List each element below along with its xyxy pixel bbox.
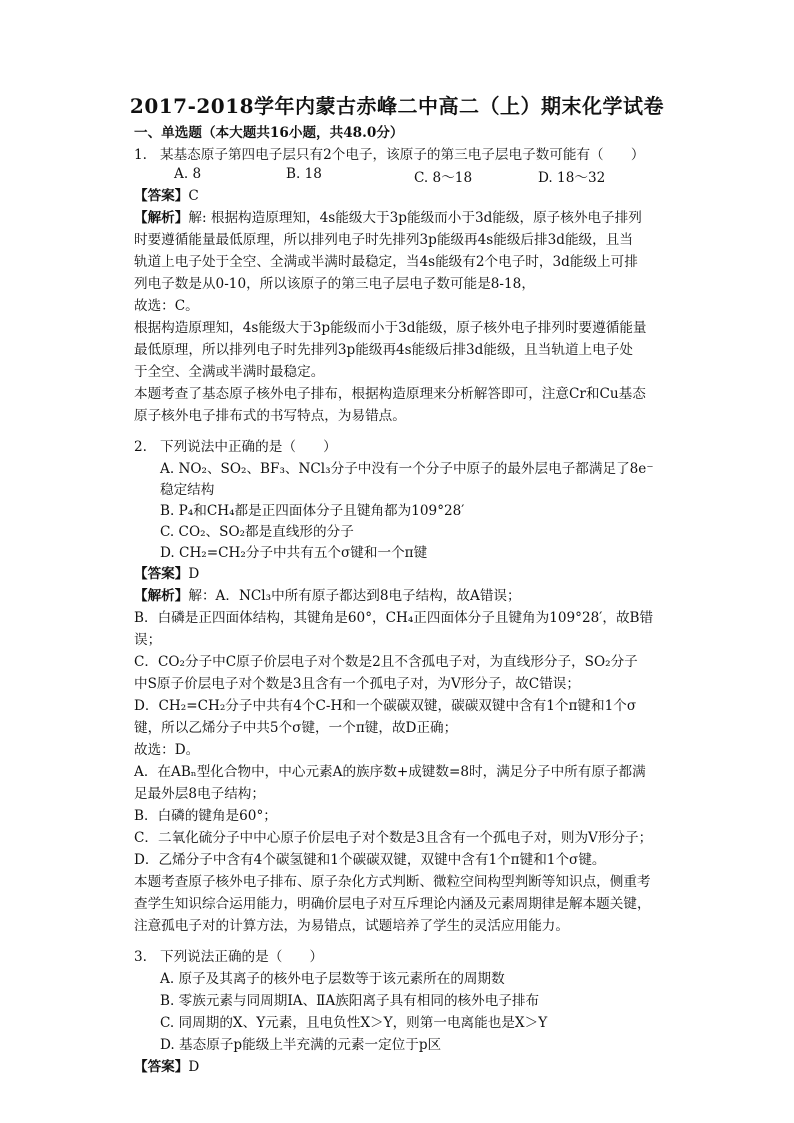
question-1-answer — [134, 186, 199, 206]
question-1-analysis-line: 最低原理，所以排列电子时先排列3p能级再4s能级后排3d能级，且当轨道上电子处 — [134, 342, 633, 358]
option-d: D. 基态原子p能级上半充满的元素一定位于p区 — [160, 1037, 442, 1053]
question-number: 2. — [134, 439, 147, 455]
option-a: A. 8 — [174, 166, 202, 182]
option-c: C. 8～18 — [414, 170, 473, 186]
question-2-analysis-line: B．白磷是正四面体结构，其键角是60°，CH₄正四面体分子且键角为109°28′，故B错 — [134, 610, 654, 626]
question-2-analysis-line: A．在ABₙ型化合物中，中心元素A的族序数+成键数=8时，满足分子中所有原子都满 — [134, 764, 646, 780]
question-1-analysis-line: 根据构造原理知，4s能级大于3p能级而小于3d能级，原子核外电子排列时要遵循能量 — [134, 320, 647, 336]
question-1-options — [160, 166, 680, 186]
analysis-tag: 【解析】 — [134, 210, 189, 226]
option-a-continued: 稳定结构 — [160, 482, 215, 498]
question-2-analysis-line: 足最外层8电子结构； — [134, 786, 265, 802]
option-d: D. CH₂=CH₂分子中共有五个σ键和一个π键 — [160, 545, 428, 561]
question-3-answer — [134, 1057, 199, 1077]
answer-value: D — [188, 566, 200, 582]
section-heading: 一、单选题（本大题共16小题，共48.0分） — [134, 125, 404, 141]
option-d: D. 18～32 — [538, 170, 606, 186]
option-b: B. 零族元素与同周期ⅠA、ⅡA族阳离子具有相同的核外电子排布 — [160, 993, 540, 1009]
question-1-analysis-line: 原子核外电子排布式的书写特点，为易错点。 — [134, 408, 406, 424]
question-2-analysis-line: 查学生知识综合运用能力，明确价层电子对互斥理论内涵及元素周期律是解本题关键， — [134, 896, 651, 912]
option-b: B. P₄和CH₄都是正四面体分子且键角都为109°28′ — [160, 503, 465, 519]
analysis-tag: 【解析】 — [134, 588, 189, 604]
option-b: B. 18 — [286, 166, 322, 182]
question-2-analysis-line: 本题考查原子核外电子排布、原子杂化方式判断、微粒空间构型判断等知识点，侧重考 — [134, 874, 651, 890]
question-2-stem — [134, 437, 337, 457]
question-2-analysis-line: C．二氧化硫分子中中心原子价层电子对个数是3且含有一个孤电子对，则为V形分子； — [134, 830, 653, 846]
option-a: A. 原子及其离子的核外电子层数等于该元素所在的周期数 — [160, 971, 505, 987]
question-2-analysis-line: 误； — [134, 632, 162, 648]
question-2-analysis-line — [134, 586, 521, 606]
answer-value: C — [188, 188, 199, 204]
question-number: 1. — [134, 147, 147, 163]
answer-value: D — [188, 1059, 200, 1075]
answer-tag: 【答案】 — [134, 566, 189, 582]
question-2-analysis-line: 中S原子价层电子对个数是3且含有一个孤电子对，为V形分子，故C错误； — [134, 676, 580, 692]
question-number: 3. — [134, 949, 147, 965]
question-2-answer — [134, 564, 199, 584]
question-1-analysis-line: 轨道上电子处于全空、全满或半满时最稳定，当4s能级有2个电子时，3d能级上可排 — [134, 254, 638, 270]
option-c: C. CO₂、SO₂都是直线形的分子 — [160, 524, 354, 540]
question-1-analysis-line: 时要遵循能量最低原理，所以排列电子时先排列3p能级再4s能级后排3d能级，且当 — [134, 232, 633, 248]
question-text: 下列说法中正确的是（ ） — [160, 439, 337, 455]
option-c: C. 同周期的X、Y元素，且电负性X＞Y，则第一电离能也是X＞Y — [160, 1015, 548, 1031]
question-2-analysis-line: D．乙烯分子中含有4个碳氢键和1个碳碳双键，双键中含有1个π键和1个σ键。 — [134, 852, 606, 868]
answer-tag: 【答案】 — [134, 188, 189, 204]
question-2-analysis-line: 故选：D。 — [134, 742, 200, 758]
question-2-analysis-line: B．白磷的键角是60°； — [134, 808, 277, 824]
question-text: 某基态原子第四电子层只有2个电子，该原子的第三电子层电子数可能有（ ） — [160, 147, 645, 163]
analysis-text: 解: 根据构造原理知，4s能级大于3p能级而小于3d能级，原子核外电子排列 — [188, 210, 642, 226]
question-1-analysis-line: 列电子数是从0-10，所以该原子的第三电子层电子数可能是8-18， — [134, 276, 535, 292]
question-1-analysis-line: 本题考查了基态原子核外电子排布，根据构造原理来分析解答即可，注意Cr和Cu基态 — [134, 386, 646, 402]
question-text: 下列说法正确的是（ ） — [160, 949, 324, 965]
question-1-stem — [134, 145, 644, 165]
exam-title: 2017-2018学年内蒙古赤峰二中高二（上）期末化学试卷 — [129, 94, 665, 118]
question-2-analysis-line: C．CO₂分子中C原子价层电子对个数是2且不含孤电子对，为直线形分子，SO₂分子 — [134, 654, 638, 670]
question-1-analysis-line — [134, 208, 642, 228]
answer-tag: 【答案】 — [134, 1059, 189, 1075]
question-1-analysis-line: 故选：C。 — [134, 298, 199, 314]
question-2-analysis-line: 注意孤电子对的计算方法，为易错点，试题培养了学生的灵活应用能力。 — [134, 918, 569, 934]
option-a: A. NO₂、SO₂、BF₃、NCl₃分子中没有一个分子中原子的最外层电子都满足了8e⁻ — [160, 461, 654, 477]
question-2-analysis-line: D．CH₂=CH₂分子中共有4个C-H和一个碳碳双键，碳碳双键中含有1个π键和1个σ — [134, 698, 637, 714]
analysis-text: 解：A．NCl₃中所有原子都达到8电子结构，故A错误； — [188, 588, 521, 604]
question-3-stem — [134, 947, 323, 967]
question-1-analysis-line: 于全空、全满或半满时最稳定。 — [134, 364, 325, 380]
question-2-analysis-line: 键，所以乙烯分子中共5个σ键，一个π键，故D正确； — [134, 720, 458, 736]
